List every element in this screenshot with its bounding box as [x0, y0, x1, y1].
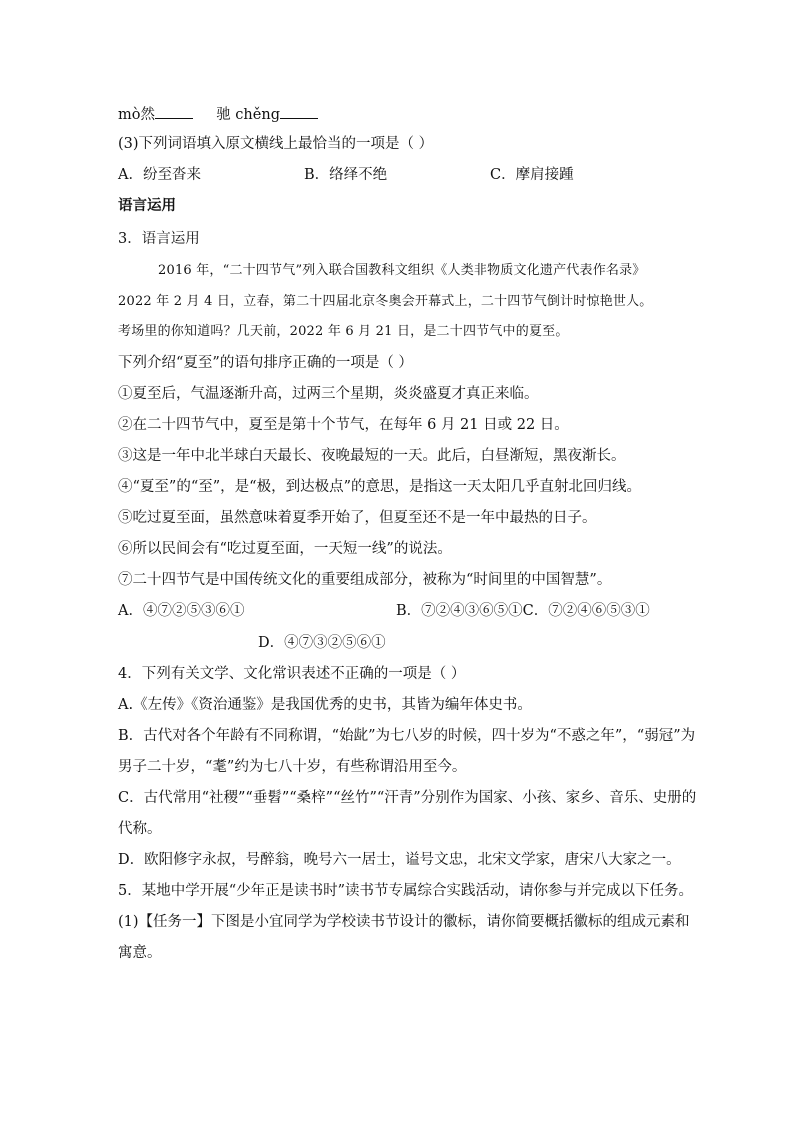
answer-blank[interactable] — [155, 104, 193, 119]
answer-blank[interactable] — [280, 104, 318, 119]
q5-task1-line-2: 寓意。 — [118, 945, 162, 961]
section-heading: 语言运用 — [118, 197, 176, 214]
q3-sentence-1: ①夏至后，气温逐渐升高，过两三个星期，炎炎盛夏才真正来临。 — [118, 386, 539, 402]
q3-option-d: D．④⑦③②⑤⑥① — [258, 635, 386, 651]
q3-label: 3．语言运用 — [118, 231, 200, 247]
q4-option-c-line-2: 代称。 — [118, 821, 162, 837]
q2-option-b: B．络绎不绝 — [304, 167, 388, 183]
q5-task1-line-1: (1)【任务一】下图是小宜同学为学校读书节设计的徽标，请你简要概括徽标的组成元素和 — [118, 914, 690, 930]
q4-option-c-line-1: C．古代常用“社稷”“垂髫”“桑梓”“丝竹”“汗青”分别作为国家、小孩、家乡、音乐、史册的 — [118, 790, 697, 806]
pinyin-item-1: mò然 — [118, 107, 155, 123]
q3-option-b-c: B．⑦②④③⑥⑤①C．⑦②④⑥⑤③① — [396, 603, 650, 619]
q3-sentence-5: ⑤吃过夏至面，虽然意味着夏季开始了，但夏至还不是一年中最热的日子。 — [118, 510, 597, 526]
q3-sentence-7: ⑦二十四节气是中国传统文化的重要组成部分，被称为“时间里的中国智慧”。 — [118, 572, 612, 588]
q3-sentence-2: ②在二十四节气中，夏至是第十个节气，在每年 6 月 21 日或 22 日。 — [118, 417, 569, 433]
pinyin-fill-line — [118, 104, 318, 125]
q2-option-c: C．摩肩接踵 — [490, 167, 574, 183]
q2-option-a: A．纷至沓来 — [118, 167, 201, 183]
q4-option-b-line-2: 男子二十岁，“耄”约为七八十岁，有些称谓沿用至今。 — [118, 759, 467, 775]
q4-option-d: D．欧阳修字永叔，号醉翁，晚号六一居士，谥号文忠，北宋文学家，唐宋八大家之一。 — [118, 852, 681, 868]
pinyin-item-2: 驰 chěng — [216, 107, 280, 123]
q3-passage-line-3: 考场里的你知道吗？几天前，2022 年 6 月 21 日，是二十四节气中的夏至。 — [118, 324, 569, 339]
q5-stem: 5．某地中学开展“少年正是读书时”读书节专属综合实践活动，请你参与并完成以下任务。 — [118, 883, 694, 899]
q2-sub3-stem: (3)下列词语填入原文横线上最恰当的一项是（ ） — [118, 136, 434, 152]
q3-sentence-3: ③这是一年中北半球白天最长、夜晚最短的一天。此后，白昼渐短，黑夜渐长。 — [118, 448, 626, 464]
q3-sentence-6: ⑥所以民间会有“吃过夏至面，一天短一线”的说法。 — [118, 541, 452, 557]
q4-option-b-line-1: B．古代对各个年龄有不同称谓，“始龀”为七八岁的时候，四十岁为“不惑之年”，“弱冠”为 — [118, 728, 696, 744]
q3-sentence-4: ④“夏至”的“至”，是“极，到达极点”的意思，是指这一天太阳几乎直射北回归线。 — [118, 479, 641, 495]
q3-passage-line-1: 2016 年，“二十四节气”列入联合国教科文组织《人类非物质文化遗产代表作名录》 — [158, 263, 646, 278]
q3-stem: 下列介绍“夏至”的语句排序正确的一项是（ ） — [118, 355, 413, 371]
q3-option-a: A．④⑦②⑤③⑥① — [118, 603, 245, 619]
q4-option-a: A.《左传》《资治通鉴》是我国优秀的史书，其皆为编年体史书。 — [118, 697, 532, 713]
q3-passage-line-2: 2022 年 2 月 4 日，立春，第二十四届北京冬奥会开幕式上，二十四节气倒计时惊艳世人。 — [118, 294, 653, 309]
q4-stem: 4．下列有关文学、文化常识表述不正确的一项是（ ） — [118, 666, 466, 682]
